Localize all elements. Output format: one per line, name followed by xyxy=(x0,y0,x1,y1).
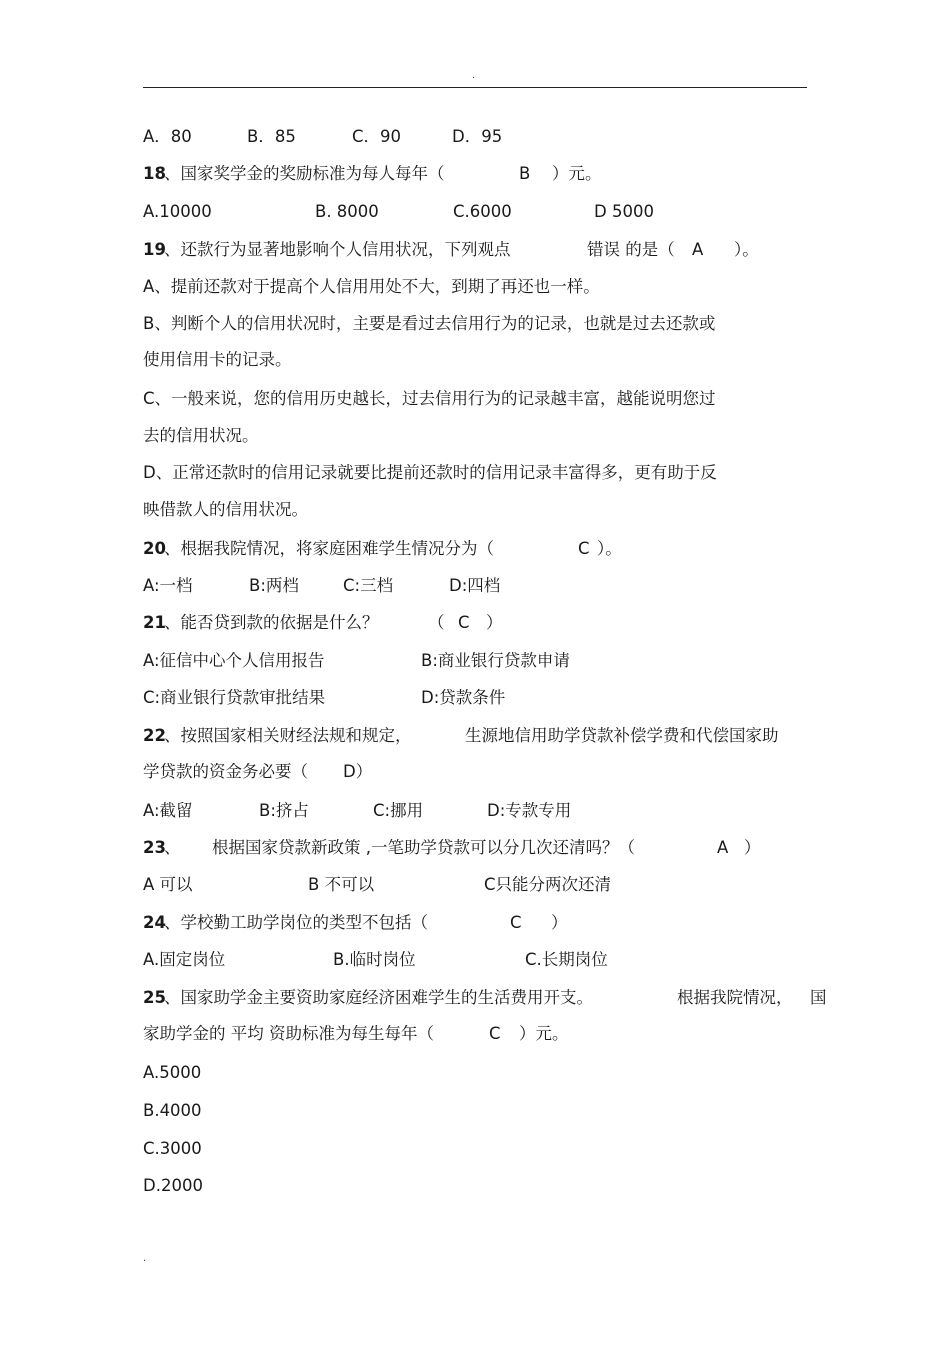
text-line xyxy=(143,987,827,1011)
text-line xyxy=(143,949,823,973)
text-segment: D:专款专用 xyxy=(487,801,572,820)
text-segment: D.2000 xyxy=(143,1176,203,1195)
text-segment: 家助学金的 平均 资助标准为每生每年（ xyxy=(143,1024,434,1043)
text-segment: B.4000 xyxy=(143,1101,202,1120)
text-segment: 、学校勤工助学岗位的类型不包括（ xyxy=(164,913,428,932)
text-segment: C.6000 xyxy=(453,202,512,221)
text-segment: 、根据我院情况，将家庭困难学生情况分为（ xyxy=(164,539,494,558)
text-segment: 、国家助学金主要资助家庭经济困难学生的生活费用开支。 xyxy=(164,988,593,1007)
text-segment: A:征信中心个人信用报告 xyxy=(143,651,325,670)
text-segment: D、正常还款时的信用记录就要比提前还款时的信用记录丰富得多，更有助于反 xyxy=(143,463,717,482)
text-segment: A 可以 xyxy=(143,875,193,894)
text-segment: （ xyxy=(428,613,445,632)
text-line xyxy=(143,388,823,412)
text-segment: B:两档 xyxy=(249,576,299,595)
text-line xyxy=(143,612,823,636)
text-line xyxy=(143,1100,823,1124)
text-segment: 、按照国家相关财经法规和规定， xyxy=(164,726,412,745)
text-segment: C:三档 xyxy=(343,576,394,595)
text-segment: B．85 xyxy=(247,127,296,146)
text-segment: 、还款行为显著地影响个人信用状况，下列观点 xyxy=(164,240,511,259)
text-segment: A xyxy=(692,240,704,259)
question-number: 18 xyxy=(143,164,166,183)
question-number: 25 xyxy=(143,988,166,1007)
text-segment: D:贷款条件 xyxy=(421,688,506,707)
text-segment: C只能分两次还清 xyxy=(484,875,612,894)
text-segment: C:商业银行贷款审批结果 xyxy=(143,688,326,707)
text-segment: D 5000 xyxy=(594,202,654,221)
text-line xyxy=(143,837,823,861)
text-segment: C．90 xyxy=(352,127,402,146)
text-line xyxy=(143,163,823,187)
question-number: 20 xyxy=(143,539,166,558)
text-segment: A:截留 xyxy=(143,801,193,820)
text-segment: C xyxy=(458,613,470,632)
text-segment: B. 8000 xyxy=(315,202,379,221)
text-line xyxy=(143,874,823,898)
text-segment: C xyxy=(578,539,590,558)
text-segment: ） xyxy=(551,913,568,932)
text-segment: D:四档 xyxy=(449,576,501,595)
text-segment: A.10000 xyxy=(143,202,212,221)
text-line xyxy=(143,761,823,785)
text-segment: C.3000 xyxy=(143,1139,202,1158)
header-rule xyxy=(143,87,807,88)
footer-dot: . xyxy=(143,1253,147,1264)
text-segment: 根据国家贷款新政策 ,一笔助学贷款可以分几次还清吗？（ xyxy=(212,838,635,857)
question-number: 19 xyxy=(143,240,166,259)
text-line xyxy=(143,1062,823,1086)
text-segment: ）。 xyxy=(597,539,622,558)
text-segment: A:一档 xyxy=(143,576,193,595)
text-segment: B xyxy=(519,164,531,183)
text-line xyxy=(143,1175,823,1199)
text-segment: 使用信用卡的记录。 xyxy=(143,350,292,369)
text-segment: A.5000 xyxy=(143,1063,202,1082)
text-segment: C xyxy=(510,913,522,932)
text-line xyxy=(143,499,823,523)
text-segment: D） xyxy=(343,762,373,781)
text-line xyxy=(143,725,823,749)
text-segment: C xyxy=(489,1024,501,1043)
text-segment: 错误 的是（ xyxy=(587,240,675,259)
text-segment: B.临时岗位 xyxy=(333,950,416,969)
text-line xyxy=(143,1138,823,1162)
text-line xyxy=(143,687,823,711)
text-line xyxy=(143,126,823,150)
text-line xyxy=(143,201,823,225)
text-line xyxy=(143,912,823,936)
text-segment: C.长期岗位 xyxy=(525,950,608,969)
text-segment: ） xyxy=(486,613,503,632)
text-segment: 映借款人的信用状况。 xyxy=(143,500,308,519)
text-segment: A.固定岗位 xyxy=(143,950,226,969)
text-segment: C:挪用 xyxy=(373,801,424,820)
text-segment: ） xyxy=(744,838,761,857)
text-line xyxy=(143,425,823,449)
text-segment: 生源地信用助学贷款补偿学费和代偿国家助 xyxy=(465,726,779,745)
header-dot: . xyxy=(472,70,476,81)
question-number: 23 xyxy=(143,838,166,857)
text-segment: 根据我院情况， xyxy=(677,988,793,1007)
text-segment: B 不可以 xyxy=(308,875,375,894)
text-line xyxy=(143,650,823,674)
text-segment: ）元。 xyxy=(519,1024,569,1043)
text-segment: A、提前还款对于提高个人信用用处不大，到期了再还也一样。 xyxy=(143,277,600,296)
text-line xyxy=(143,349,823,373)
text-line xyxy=(143,1023,823,1047)
text-line xyxy=(143,800,823,824)
text-segment: ）。 xyxy=(734,240,759,259)
text-segment: B:商业银行贷款申请 xyxy=(421,651,570,670)
text-segment: C、一般来说，您的信用历史越长，过去信用行为的记录越丰富，越能说明您过 xyxy=(143,389,716,408)
text-segment: A xyxy=(717,838,729,857)
question-number: 24 xyxy=(143,913,166,932)
text-line xyxy=(143,276,823,300)
text-line xyxy=(143,239,823,263)
text-line xyxy=(143,313,823,337)
text-segment: A．80 xyxy=(143,127,192,146)
text-line xyxy=(143,462,823,486)
text-segment: B:挤占 xyxy=(259,801,309,820)
text-segment: D．95 xyxy=(452,127,503,146)
text-segment: 、能否贷到款的依据是什么？ xyxy=(164,613,379,632)
text-segment: 国 xyxy=(810,988,827,1007)
text-segment: 、国家奖学金的奖励标准为每人每年（ xyxy=(164,164,445,183)
question-number: 22 xyxy=(143,726,166,745)
text-segment: ）元。 xyxy=(552,164,602,183)
text-segment: 、 xyxy=(164,838,181,857)
text-segment: 去的信用状况。 xyxy=(143,426,259,445)
text-line xyxy=(143,538,823,562)
text-segment: B、判断个人的信用状况时，主要是看过去信用行为的记录，也就是过去还款或 xyxy=(143,314,716,333)
text-line xyxy=(143,575,823,599)
question-number: 21 xyxy=(143,613,166,632)
text-segment: 学贷款的资金务必要（ xyxy=(143,762,308,781)
